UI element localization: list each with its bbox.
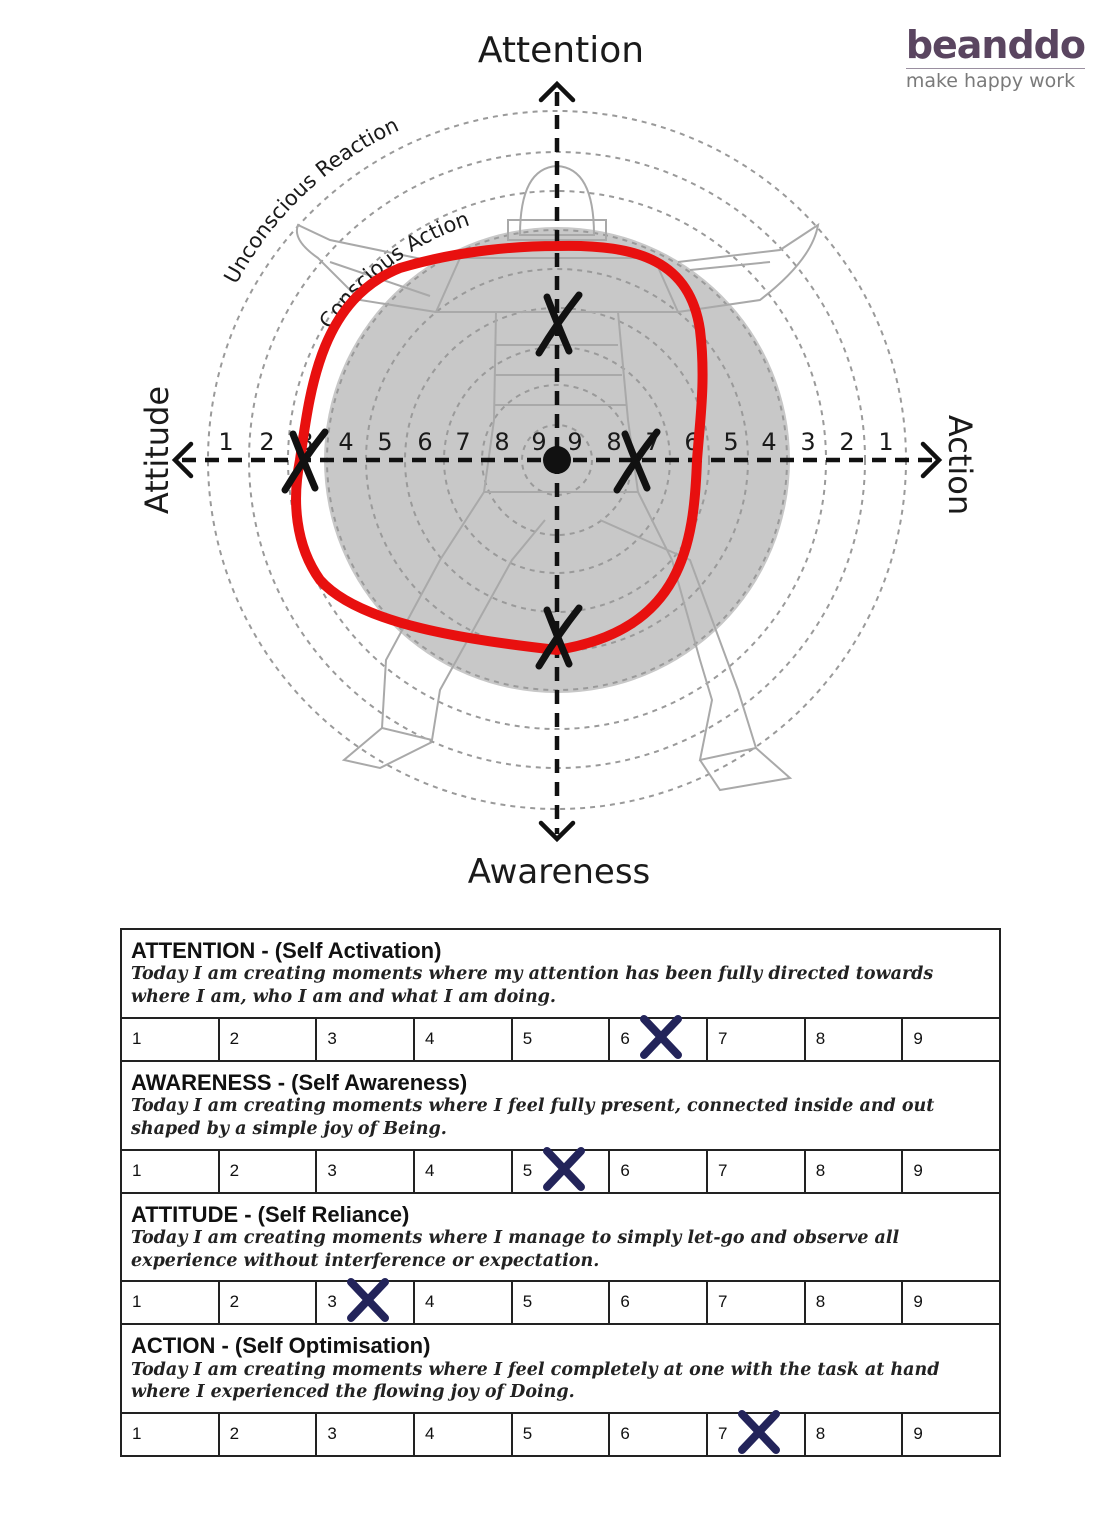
rating-table: [120, 928, 1001, 1457]
left-scale-number: 4: [338, 428, 354, 456]
rating-cell[interactable]: 2: [220, 1019, 318, 1060]
right-scale-number: 9: [567, 428, 583, 456]
rating-cell[interactable]: 3: [317, 1282, 415, 1323]
ring-label-conscious: Conscious Action: [314, 206, 473, 333]
rating-cell[interactable]: 2: [220, 1151, 318, 1192]
axis-label-action: Action: [941, 414, 979, 516]
rating-cell[interactable]: 1: [122, 1414, 220, 1455]
left-scale-number: 6: [417, 428, 433, 456]
left-scale-number: 2: [259, 428, 275, 456]
section-title: ACTION - (Self Optimisation): [131, 1333, 431, 1359]
rating-cell[interactable]: 1: [122, 1151, 220, 1192]
section-description: Today I am creating moments where I feel completely at one with the task at hand where I experienced the flowing joy of Doing.: [131, 1359, 940, 1403]
left-scale-number: 7: [455, 428, 471, 456]
rating-cell[interactable]: 6: [610, 1151, 708, 1192]
rating-cell[interactable]: 6: [610, 1019, 708, 1060]
selected-mark-icon: [541, 1145, 587, 1193]
rating-cell[interactable]: 5: [513, 1151, 611, 1192]
rating-scale-action: [122, 1414, 999, 1455]
selected-mark-icon: [736, 1408, 782, 1456]
rating-cell[interactable]: 3: [317, 1019, 415, 1060]
rating-cell[interactable]: 6: [610, 1282, 708, 1323]
rating-cell[interactable]: 8: [806, 1019, 904, 1060]
brand-logo: [905, 23, 1085, 92]
right-scale-number: 4: [761, 428, 777, 456]
rating-cell[interactable]: 4: [415, 1282, 513, 1323]
selected-mark-icon: [638, 1013, 684, 1061]
rating-cell[interactable]: 9: [913, 1160, 923, 1180]
brand-divider: [906, 68, 1085, 69]
rating-cell[interactable]: 7: [708, 1414, 806, 1455]
left-scale-number: 9: [531, 428, 547, 456]
section-description: Today I am creating moments where I manage to simply let-go and observe all experience without interference or expectation.: [131, 1227, 900, 1271]
section-attention: [122, 930, 999, 1019]
section-title: ATTITUDE - (Self Reliance): [131, 1201, 410, 1227]
right-scale-number: 6: [684, 428, 700, 456]
rating-cell[interactable]: 4: [415, 1414, 513, 1455]
rating-cell[interactable]: 7: [708, 1151, 806, 1192]
axis-label-attitude: Attitude: [138, 385, 176, 515]
right-scale-number: 5: [723, 428, 739, 456]
right-scale-numbers: [567, 428, 893, 456]
rating-scale-attitude: [122, 1282, 999, 1325]
rating-cell[interactable]: 2: [220, 1282, 318, 1323]
rating-cell[interactable]: 1: [122, 1019, 220, 1060]
section-description: Today I am creating moments where I feel fully present, connected inside and out shaped by a simple joy of Being.: [131, 1096, 935, 1139]
rating-cell[interactable]: 7: [708, 1019, 806, 1060]
brand-tagline: make happy work: [905, 70, 1076, 92]
rating-cell[interactable]: 5: [513, 1414, 611, 1455]
right-scale-number: 7: [645, 428, 661, 456]
brand-name: beanddo: [905, 23, 1085, 67]
right-scale-number: 2: [839, 428, 855, 456]
right-scale-number: 3: [800, 428, 816, 456]
right-scale-number: 1: [878, 428, 894, 456]
section-awareness: [122, 1062, 999, 1151]
rating-scale-awareness: [122, 1151, 999, 1194]
section-attitude: [122, 1194, 999, 1283]
rating-cell[interactable]: 6: [610, 1414, 708, 1455]
rating-cell[interactable]: 4: [415, 1151, 513, 1192]
rating-cell[interactable]: 8: [806, 1282, 904, 1323]
rating-cell[interactable]: 8: [806, 1151, 904, 1192]
section-title: ATTENTION - (Self Activation): [131, 938, 442, 963]
section-title: AWARENESS - (Self Awareness): [131, 1069, 468, 1095]
right-scale-number: 8: [606, 428, 622, 456]
left-scale-number: 3: [298, 428, 314, 456]
axis-label-attention: Attention: [477, 30, 645, 71]
rating-cell[interactable]: 4: [415, 1019, 513, 1060]
rating-cell[interactable]: 1: [122, 1282, 220, 1323]
rating-cell[interactable]: 3: [317, 1414, 415, 1455]
left-scale-number: 5: [377, 428, 393, 456]
rating-cell[interactable]: 9: [913, 1028, 923, 1048]
selected-mark-icon: [345, 1276, 391, 1324]
left-scale-number: 8: [494, 428, 510, 456]
rating-cell[interactable]: 2: [220, 1414, 318, 1455]
section-description: Today I am creating moments where my attention has been fully directed towards where I am, who I am and what I am doing.: [131, 964, 934, 1008]
rating-cell[interactable]: 7: [708, 1282, 806, 1323]
axis-label-awareness: Awareness: [467, 852, 651, 892]
rating-cell[interactable]: 3: [317, 1151, 415, 1192]
rating-cell[interactable]: 5: [513, 1282, 611, 1323]
ring-label-unconscious: Unconscious Reaction: [219, 112, 403, 288]
rating-cell[interactable]: 9: [913, 1292, 923, 1312]
rating-cell[interactable]: 9: [913, 1424, 923, 1444]
rating-cell[interactable]: 8: [806, 1414, 904, 1455]
section-action: [122, 1325, 999, 1414]
rating-scale-attention: [122, 1019, 999, 1062]
rating-cell[interactable]: 5: [513, 1019, 611, 1060]
left-scale-numbers: [218, 428, 546, 456]
left-scale-number: 1: [218, 428, 234, 456]
